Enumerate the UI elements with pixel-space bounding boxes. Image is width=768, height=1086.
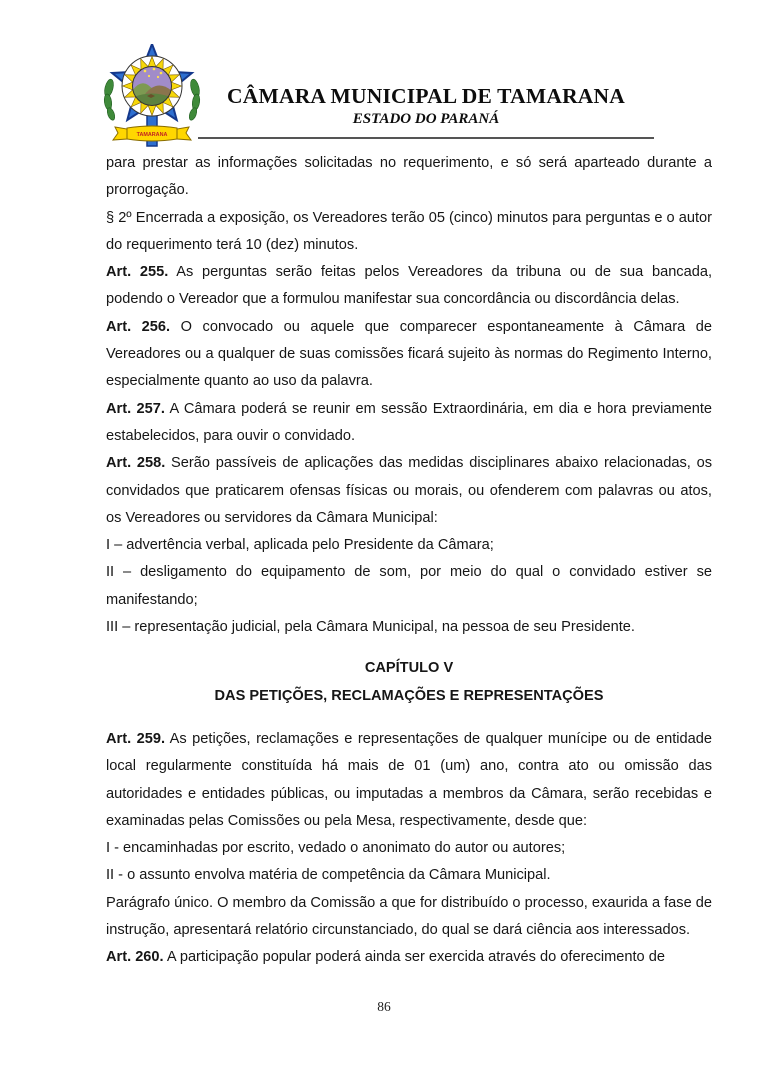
article-number: Art. 259. (106, 730, 166, 747)
chapter-number: CAPÍTULO V (364, 660, 454, 677)
paragraph-text: § 2º Encerrada a exposição, os Vereadores terão 05 (cinco) minutos para perguntas e o autor do requerimento terá 10 (dez) minutos. (106, 209, 712, 253)
organization-name: CÂMARA MUNICIPAL DE TAMARANA (227, 84, 625, 108)
paragraph-text: Serão passíveis de aplicações das medidas disciplinares abaixo relacionadas, os convidados que praticarem ofensas físicas ou morais, ou ofenderem com palavras ou atos, os Vereadores ou servidores da Câmara Municipal: (106, 455, 713, 526)
paragraph-text: O convocado ou aquele que comparecer espontaneamente à Câmara de Vereadores ou a qualquer de suas comissões ficará sujeito às normas do Regimento Interno, especialmente quanto ao uso da palavra. (106, 318, 713, 390)
paragraph (106, 559, 712, 614)
paragraph (106, 205, 712, 260)
document-body (106, 150, 712, 972)
paragraph (106, 259, 712, 314)
article-number: Art. 258. (106, 455, 166, 472)
paragraph (106, 862, 712, 889)
paragraph (106, 150, 712, 205)
article-number: Art. 260. (106, 949, 164, 966)
paragraph-text: A participação popular poderá ainda ser exercida através do oferecimento de (163, 949, 665, 966)
paragraph-text: A Câmara poderá se reunir em sessão Extraordinária, em dia e hora previamente estabelecidos, para ouvir o convidado. (106, 400, 713, 444)
logo-ribbon-text: TAMARANA (136, 132, 168, 138)
paragraph-text: I - encaminhadas por escrito, vedado o anonimato do autor ou autores; (106, 840, 566, 857)
organization-state: ESTADO DO PARANÁ (352, 111, 500, 128)
article-number: Art. 255. (106, 264, 169, 281)
paragraph-text: As perguntas serão feitas pelos Vereadores da tribuna ou de sua bancada, podendo o Vereador que a formulou manifestar sua concordância ou discordância delas. (106, 264, 713, 308)
coat-of-arms-graphic (97, 44, 207, 150)
paragraph (106, 450, 712, 532)
paragraph (106, 314, 712, 396)
paragraph (106, 614, 712, 641)
article-number: Art. 256. (106, 318, 171, 335)
paragraph (106, 890, 712, 945)
paragraph-text: II - o assunto envolva matéria de competência da Câmara Municipal. (106, 867, 551, 884)
paragraph (106, 396, 712, 451)
logo-ribbon (113, 126, 191, 141)
paragraph (106, 532, 712, 559)
paragraph-text: Parágrafo único. O membro da Comissão a que for distribuído o processo, exaurida a fase de instrução, apresentará relatório circunstanciado, do qual se dará ciência aos interessados. (106, 894, 712, 939)
paragraph (106, 944, 712, 971)
paragraph-text: para prestar as informações solicitadas no requerimento, e só será aparteado durante a prorrogação. (106, 155, 712, 199)
paragraph (106, 726, 712, 835)
chapter-title: DAS PETIÇÕES, RECLAMAÇÕES E REPRESENTAÇÕES (214, 687, 604, 704)
letterhead (197, 84, 655, 128)
paragraph (106, 835, 712, 862)
article-number: Art. 257. (106, 400, 165, 417)
letterhead-rule (198, 137, 654, 139)
paragraph-text: III – representação judicial, pela Câmara Municipal, na pessoa de seu Presidente. (106, 619, 635, 636)
municipal-coat-of-arms-icon (97, 44, 207, 150)
paragraph-text: As petições, reclamações e representações de qualquer munícipe ou de entidade local regularmente constituída há mais de 01 (um) ano, contra ato ou omissão das autoridades e entidades públicas, ou imputadas a membros da Câmara, serão recebidas e examinadas pelas Comissões ou pela Mesa, respectivamente, desde que: (106, 730, 713, 829)
paragraph-text: II – desligamento do equipamento de som, por meio do qual o convidado estiver se manifestando; (106, 564, 712, 608)
chapter-heading (106, 655, 712, 710)
paragraph-text: I – advertência verbal, aplicada pelo Presidente da Câmara; (106, 537, 494, 554)
page-number: 86 (377, 999, 391, 1014)
